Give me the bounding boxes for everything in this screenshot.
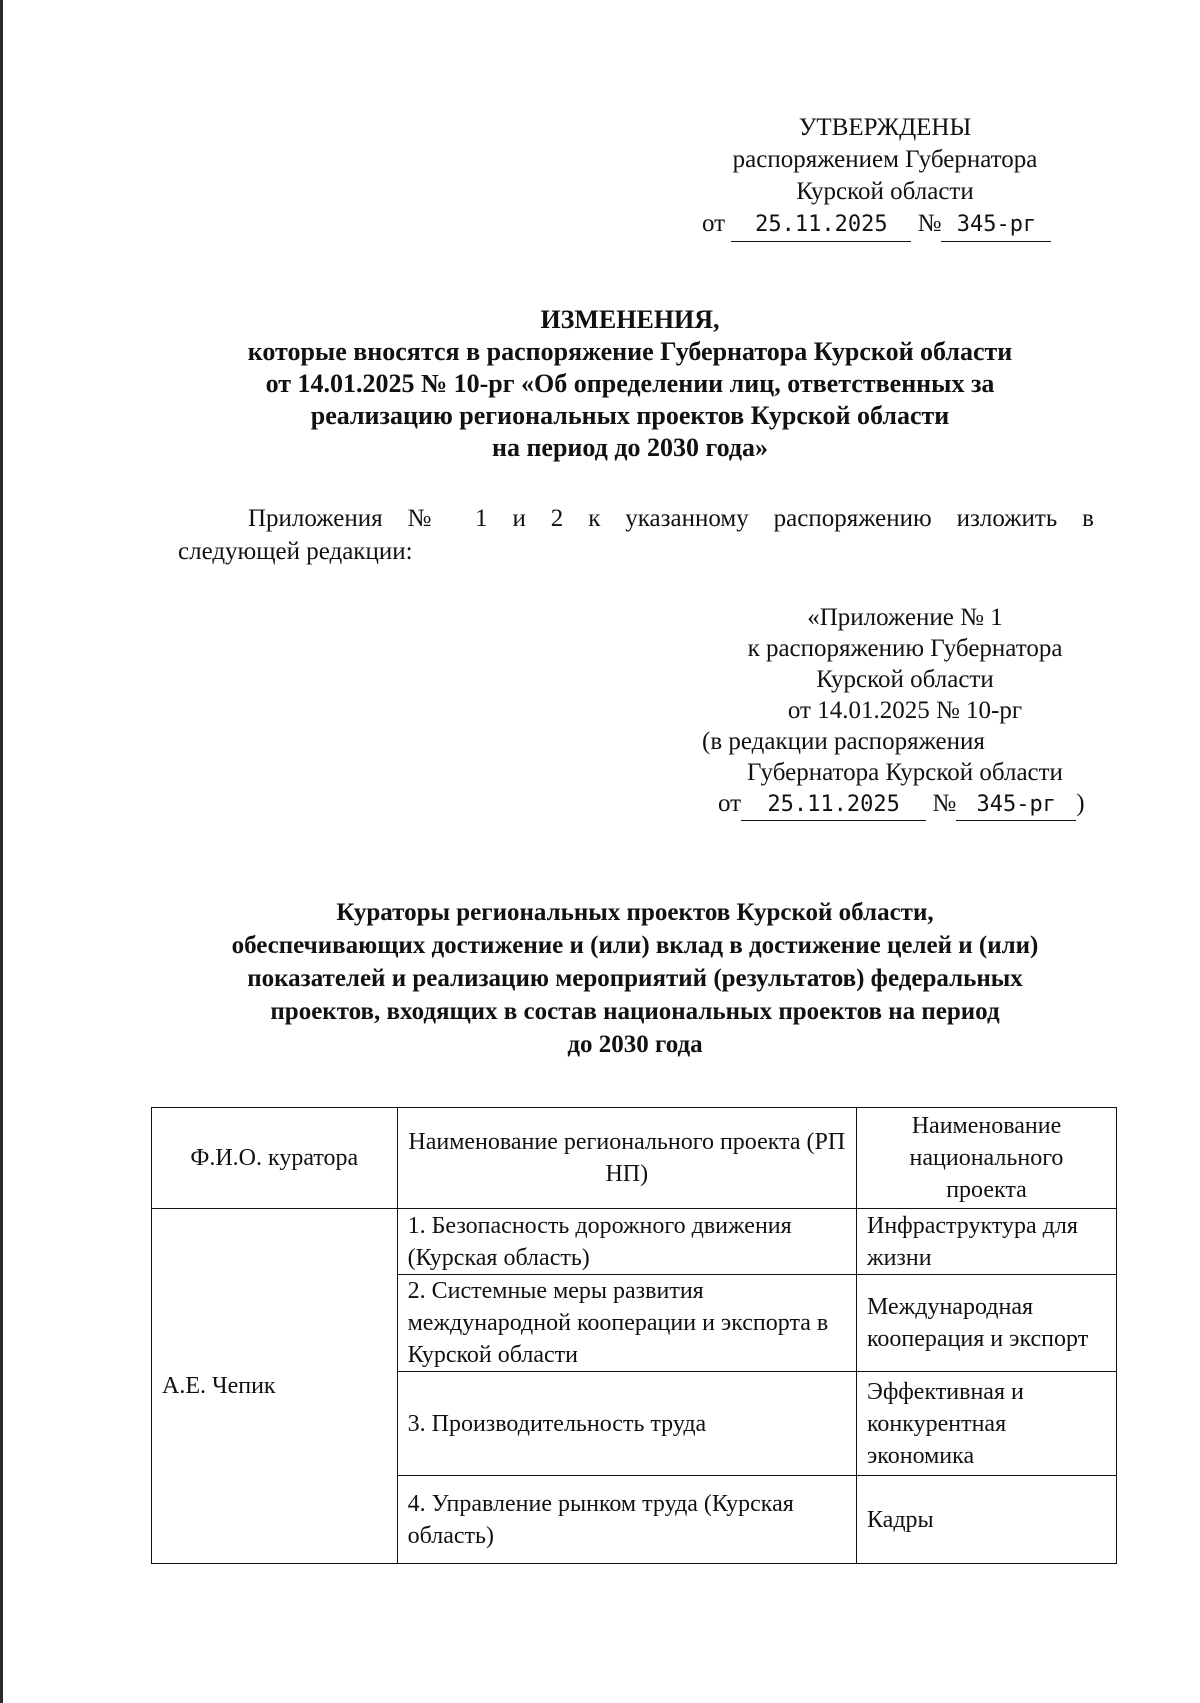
appendix-line-3: Курской области <box>816 666 994 693</box>
appendix-stamp <box>700 602 1110 821</box>
national-project-cell: Кадры <box>856 1476 1116 1564</box>
section-title-line-3: показателей и реализацию мероприятий (результатов) федеральных <box>247 965 1023 992</box>
appendix-number: 345-рг <box>956 789 1076 821</box>
national-project-cell: Международная кооперация и экспорт <box>856 1275 1116 1372</box>
scan-edge <box>0 0 3 1703</box>
appendix-line-2: к распоряжению Губернатора <box>747 635 1063 662</box>
table-header-row <box>152 1108 1117 1209</box>
section-title-line-2: обеспечивающих достижение и (или) вклад в достижение целей и (или) <box>231 932 1039 959</box>
approval-signature-line <box>690 208 1080 242</box>
appendix-line-5: (в редакции распоряжения <box>702 728 985 755</box>
title-line-1: которые вносятся в распоряжение Губернатора Курской области <box>247 337 1013 366</box>
approval-number-label: № <box>917 210 942 237</box>
national-project-cell: Эффективная и конкурентная экономика <box>856 1372 1116 1476</box>
document-title <box>170 304 1090 464</box>
appendix-signature-line <box>700 788 1110 821</box>
appendix-line-1: «Приложение № 1 <box>807 604 1003 631</box>
section-title-line-1: Кураторы региональных проектов Курской области, <box>336 899 934 926</box>
regional-project-cell: 4. Управление рынком труда (Курская область) <box>397 1476 856 1564</box>
approval-date: 25.11.2025 <box>731 209 911 242</box>
approval-line-2: Курской области <box>796 178 974 205</box>
approval-from-label: от <box>702 210 726 237</box>
appendix-close: ) <box>1076 790 1085 817</box>
section-title-line-5: до 2030 года <box>567 1031 703 1058</box>
regional-project-cell: 2. Системные меры развития международной кооперации и экспорта в Курской области <box>397 1275 856 1372</box>
title-line-2: от 14.01.2025 № 10-рг «Об определении лиц, ответственных за <box>265 369 995 398</box>
header-regional-project: Наименование регионального проекта (РП НП) <box>397 1108 856 1209</box>
body-line-1: Приложения № 1 и 2 к указанному распоряжению изложить в <box>248 505 1094 532</box>
appendix-number-label: № <box>932 790 957 817</box>
approval-number: 345-рг <box>941 209 1051 242</box>
approval-stamp <box>690 112 1080 242</box>
appendix-date: 25.11.2025 <box>741 789 926 821</box>
approval-heading: УТВЕРЖДЕНЫ <box>798 114 972 141</box>
body-line-2: следующей редакции: <box>178 538 413 565</box>
appendix-from-label: от <box>718 790 742 817</box>
title-line-4: на период до 2030 года» <box>491 433 769 462</box>
curators-table <box>151 1107 1117 1564</box>
appendix-line-6: Губернатора Курской области <box>747 759 1063 786</box>
table-row <box>152 1209 1117 1275</box>
title-line-3: реализацию региональных проектов Курской области <box>310 401 950 430</box>
appendix-line-4: от 14.01.2025 № 10-рг <box>787 697 1023 724</box>
approval-line-1: распоряжением Губернатора <box>732 146 1038 173</box>
curator-name: А.Е. Чепик <box>152 1209 398 1564</box>
header-curator: Ф.И.О. куратора <box>152 1108 398 1209</box>
regional-project-cell: 1. Безопасность дорожного движения (Курская область) <box>397 1209 856 1275</box>
header-national-project: Наименование национального проекта <box>856 1108 1116 1209</box>
section-title-line-4: проектов, входящих в состав национальных проектов на период <box>270 998 1000 1025</box>
title-heading: ИЗМЕНЕНИЯ, <box>540 305 720 334</box>
body-paragraph <box>178 502 1094 568</box>
regional-project-cell: 3. Производительность труда <box>397 1372 856 1476</box>
section-title <box>170 896 1100 1061</box>
national-project-cell: Инфраструктура для жизни <box>856 1209 1116 1275</box>
